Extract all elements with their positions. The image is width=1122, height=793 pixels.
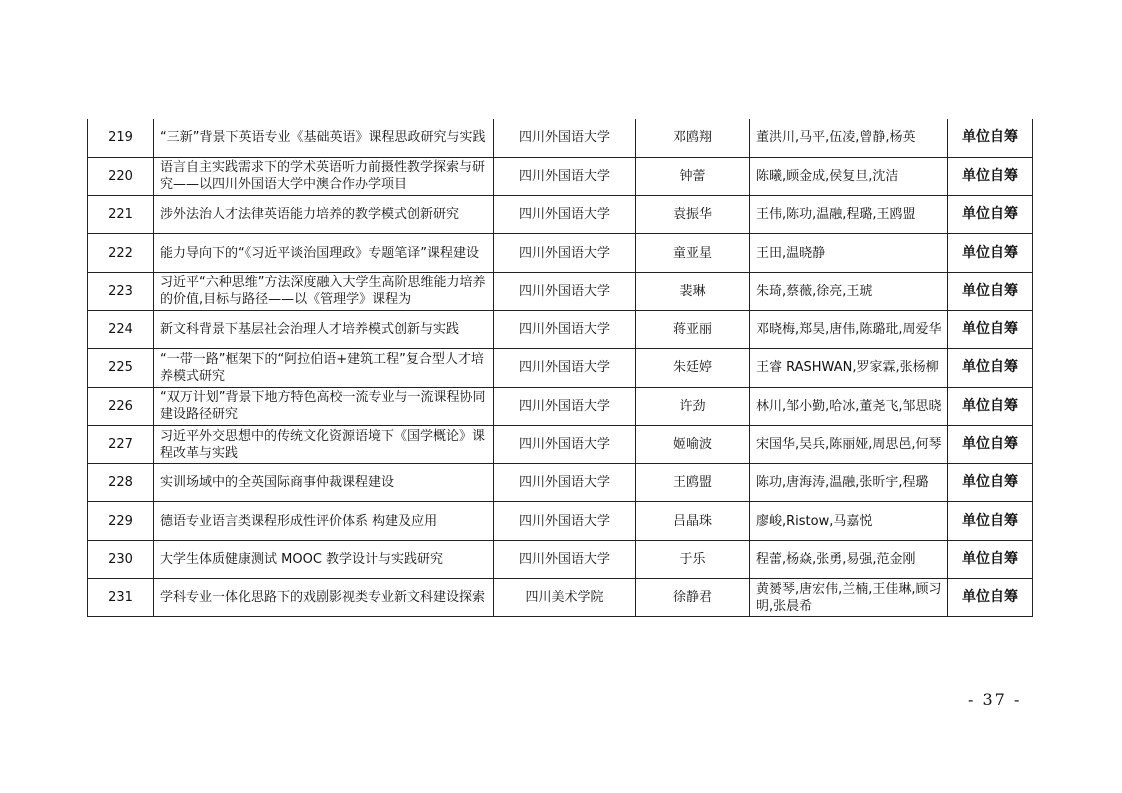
school-name: 四川外国语大学 [494, 349, 636, 387]
row-number: 230 [88, 540, 154, 578]
school-name: 四川外国语大学 [494, 387, 636, 425]
funding-source: 单位自筹 [948, 387, 1033, 425]
project-members: 王伟,陈功,温融,程璐,王鸥盟 [750, 196, 948, 234]
row-number: 224 [88, 310, 154, 348]
table-row [88, 425, 1033, 463]
funding-source: 单位自筹 [948, 234, 1033, 272]
project-leader: 姬喻波 [636, 425, 750, 463]
funding-source: 单位自筹 [948, 349, 1033, 387]
table-row [88, 196, 1033, 234]
project-members: 黄赟琴,唐宏伟,兰楠,王佳琳,顾习明,张晨希 [750, 579, 948, 617]
project-title: 习近平外交思想中的传统文化资源语境下《国学概论》课程改革与实践 [154, 425, 494, 463]
funding-source: 单位自筹 [948, 157, 1033, 195]
table-body [88, 119, 1033, 617]
school-name: 四川外国语大学 [494, 196, 636, 234]
row-number: 231 [88, 579, 154, 617]
project-members: 陈功,唐海涛,温融,张昕宇,程璐 [750, 464, 948, 502]
project-leader: 裴琳 [636, 272, 750, 310]
funding-source: 单位自筹 [948, 310, 1033, 348]
project-members: 林川,邹小勤,哈冰,董尧飞,邹思晓 [750, 387, 948, 425]
funding-source: 单位自筹 [948, 502, 1033, 540]
project-members: 宋国华,吴兵,陈丽娅,周思邑,何琴 [750, 425, 948, 463]
table-row [88, 502, 1033, 540]
projects-table [87, 119, 1033, 617]
project-title: “双万计划”背景下地方特色高校一流专业与一流课程协同建设路径研究 [154, 387, 494, 425]
funding-source: 单位自筹 [948, 196, 1033, 234]
row-number: 219 [88, 119, 154, 157]
project-title: 实训场域中的全英国际商事仲裁课程建设 [154, 464, 494, 502]
row-number: 225 [88, 349, 154, 387]
project-members: 廖峻,Ristow,马嘉悦 [750, 502, 948, 540]
school-name: 四川外国语大学 [494, 272, 636, 310]
school-name: 四川外国语大学 [494, 310, 636, 348]
row-number: 226 [88, 387, 154, 425]
project-leader: 朱廷婷 [636, 349, 750, 387]
school-name: 四川外国语大学 [494, 540, 636, 578]
school-name: 四川美术学院 [494, 579, 636, 617]
project-title: 新文科背景下基层社会治理人才培养模式创新与实践 [154, 310, 494, 348]
row-number: 222 [88, 234, 154, 272]
row-number: 221 [88, 196, 154, 234]
project-members: 朱琦,蔡薇,徐亮,王琥 [750, 272, 948, 310]
school-name: 四川外国语大学 [494, 425, 636, 463]
table-row [88, 310, 1033, 348]
project-title: “三新”背景下英语专业《基础英语》课程思政研究与实践 [154, 119, 494, 157]
funding-source: 单位自筹 [948, 425, 1033, 463]
page-number: - 37 - [968, 690, 1022, 709]
project-leader: 王鸥盟 [636, 464, 750, 502]
table-row [88, 464, 1033, 502]
row-number: 228 [88, 464, 154, 502]
project-title: 习近平“六种思维”方法深度融入大学生高阶思维能力培养的价值,目标与路径——以《管理学》课程为 [154, 272, 494, 310]
funding-source: 单位自筹 [948, 464, 1033, 502]
project-title: 涉外法治人才法律英语能力培养的教学模式创新研究 [154, 196, 494, 234]
school-name: 四川外国语大学 [494, 502, 636, 540]
project-leader: 吕晶珠 [636, 502, 750, 540]
project-title: “一带一路”框架下的“阿拉伯语+建筑工程”复合型人才培养模式研究 [154, 349, 494, 387]
project-leader: 于乐 [636, 540, 750, 578]
funding-source: 单位自筹 [948, 579, 1033, 617]
project-leader: 钟蕾 [636, 157, 750, 195]
project-members: 王田,温晓静 [750, 234, 948, 272]
row-number: 223 [88, 272, 154, 310]
table-row [88, 272, 1033, 310]
table-row [88, 234, 1033, 272]
table-row [88, 540, 1033, 578]
school-name: 四川外国语大学 [494, 157, 636, 195]
table-row [88, 119, 1033, 157]
table-row [88, 157, 1033, 195]
project-members: 王睿 RASHWAN,罗家霖,张杨柳 [750, 349, 948, 387]
table-row [88, 579, 1033, 617]
funding-source: 单位自筹 [948, 119, 1033, 157]
project-members: 陈曦,顾金成,侯复旦,沈洁 [750, 157, 948, 195]
project-title: 大学生体质健康测试 MOOC 教学设计与实践研究 [154, 540, 494, 578]
funding-source: 单位自筹 [948, 540, 1033, 578]
project-members: 董洪川,马平,伍凌,曾静,杨英 [750, 119, 948, 157]
table-row [88, 349, 1033, 387]
project-leader: 邓鸥翔 [636, 119, 750, 157]
project-members: 邓晓梅,郑昊,唐伟,陈璐玭,周爱华 [750, 310, 948, 348]
row-number: 227 [88, 425, 154, 463]
row-number: 220 [88, 157, 154, 195]
project-leader: 徐静君 [636, 579, 750, 617]
table-row [88, 387, 1033, 425]
project-leader: 童亚星 [636, 234, 750, 272]
row-number: 229 [88, 502, 154, 540]
project-title: 语言自主实践需求下的学术英语听力前摄性教学探索与研究——以四川外国语大学中澳合作办学项目 [154, 157, 494, 195]
project-title: 能力导向下的“《习近平谈治国理政》专题笔译”课程建设 [154, 234, 494, 272]
project-members: 程蕾,杨焱,张勇,易强,范金刚 [750, 540, 948, 578]
project-title: 学科专业一体化思路下的戏剧影视类专业新文科建设探索 [154, 579, 494, 617]
project-leader: 袁振华 [636, 196, 750, 234]
project-leader: 蒋亚丽 [636, 310, 750, 348]
school-name: 四川外国语大学 [494, 119, 636, 157]
school-name: 四川外国语大学 [494, 464, 636, 502]
project-title: 德语专业语言类课程形成性评价体系 构建及应用 [154, 502, 494, 540]
project-leader: 许劲 [636, 387, 750, 425]
school-name: 四川外国语大学 [494, 234, 636, 272]
funding-source: 单位自筹 [948, 272, 1033, 310]
